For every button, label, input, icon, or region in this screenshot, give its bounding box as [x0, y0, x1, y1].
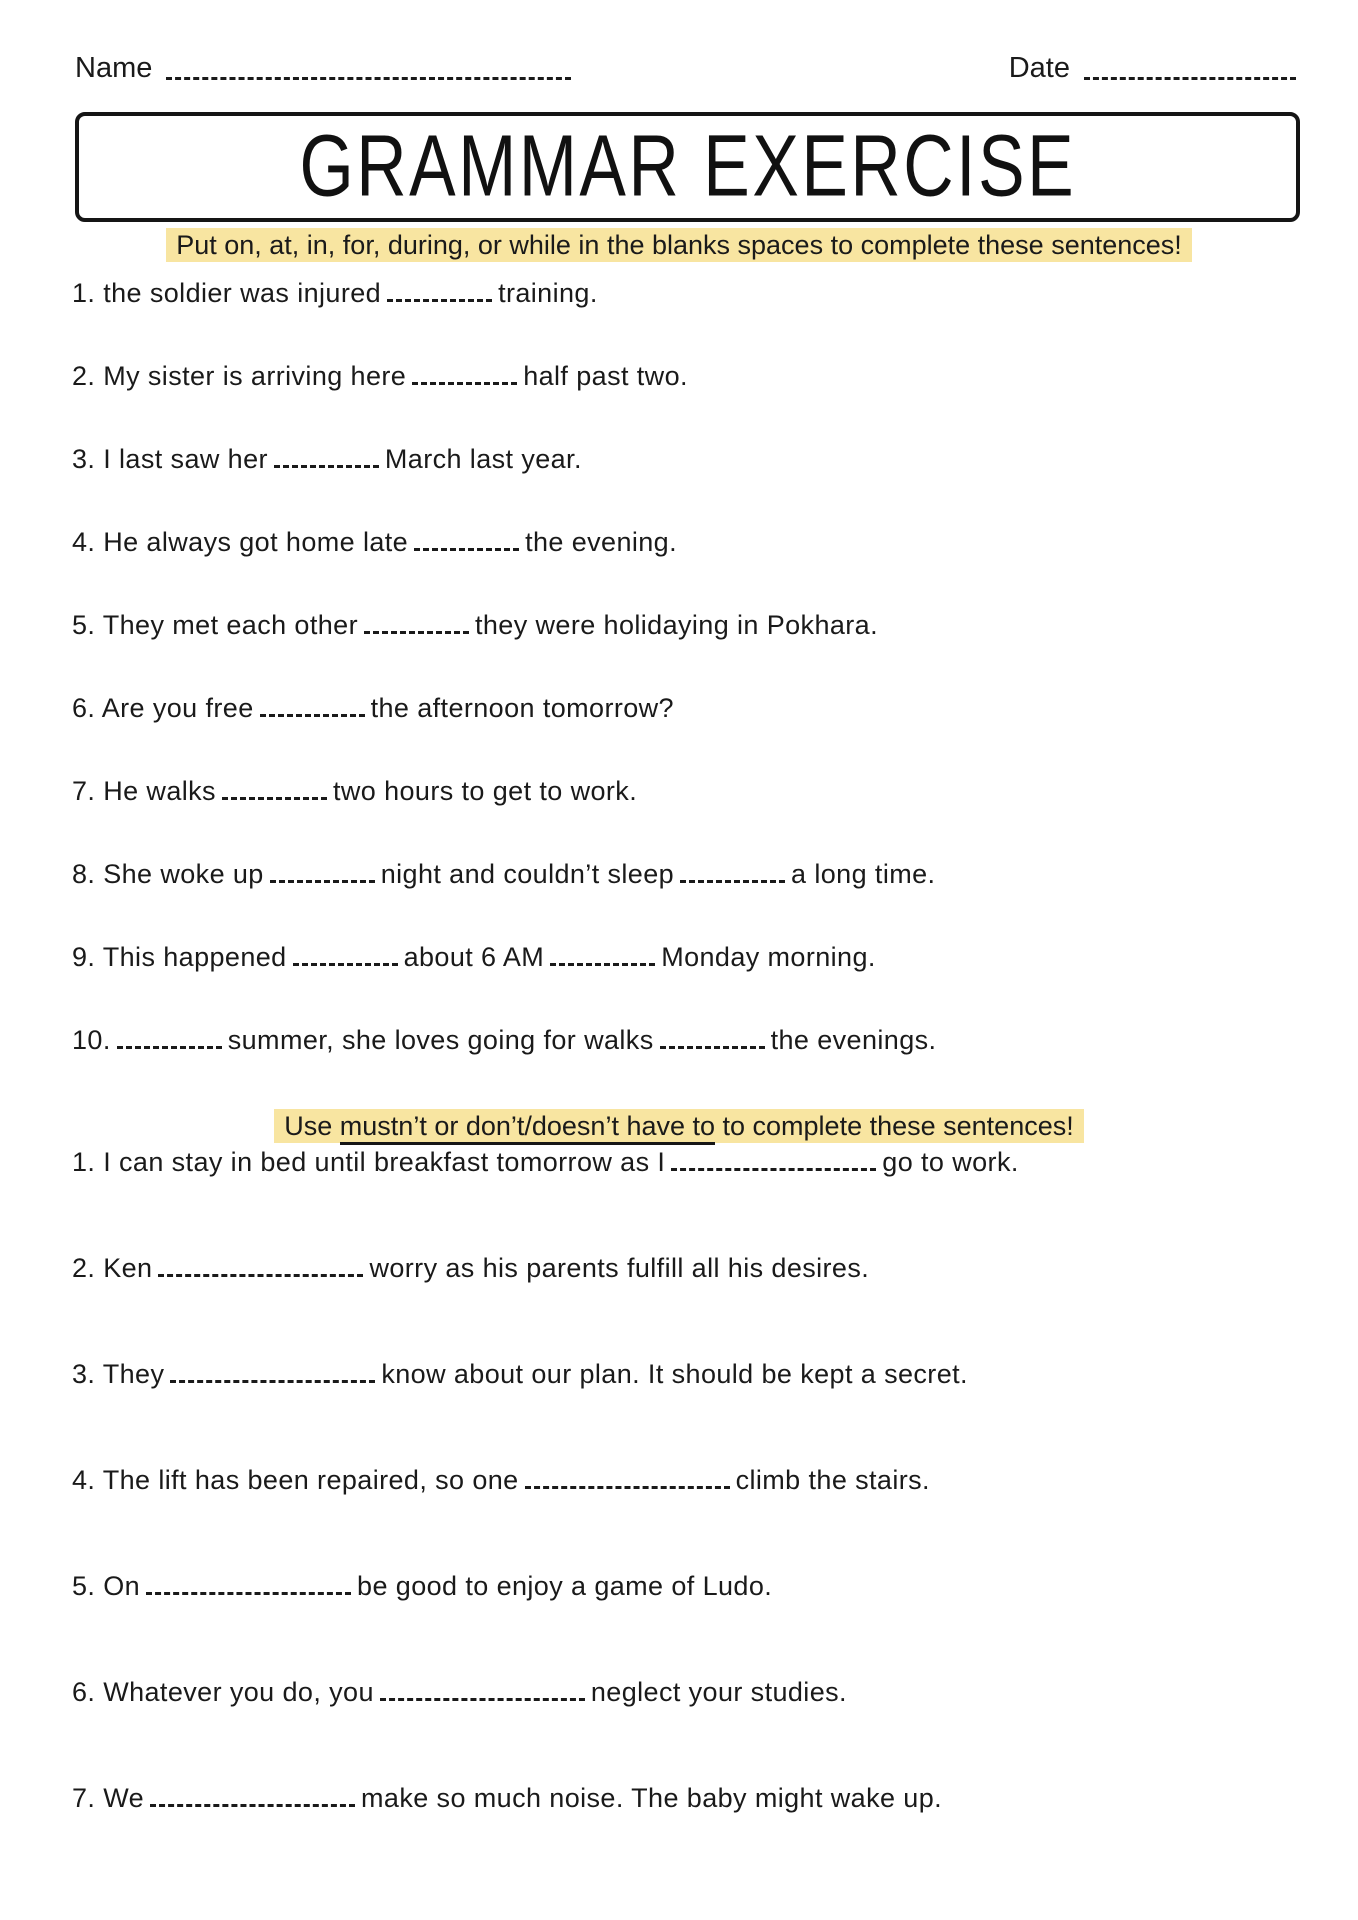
question-text: the evening. — [525, 527, 677, 557]
section1-instruction — [0, 229, 1358, 263]
answer-blank[interactable] — [680, 876, 785, 883]
section2-instruction-underlined: mustn’t or don’t/doesn’t have to — [340, 1111, 715, 1145]
question-text: 4. He always got home late — [72, 527, 409, 557]
question-text: 10. — [72, 1025, 111, 1055]
question-text: half past two. — [523, 361, 688, 391]
question-text: go to work. — [882, 1147, 1019, 1177]
section1-instruction-text: Put on, at, in, for, during, or while in the blanks spaces to complete these sentences! — [166, 228, 1192, 262]
answer-blank[interactable] — [222, 793, 327, 800]
question-row — [72, 693, 1328, 776]
section1-questions — [72, 278, 1328, 1108]
section2-instruction — [0, 1110, 1358, 1144]
question-text: 9. This happened — [72, 942, 287, 972]
date-blank[interactable] — [1084, 75, 1296, 80]
name-field-group — [75, 52, 571, 85]
question-text: make so much noise. The baby might wake up. — [361, 1783, 943, 1813]
answer-blank[interactable] — [293, 959, 398, 966]
question-text: 2. My sister is arriving here — [72, 361, 407, 391]
section2-instruction-text — [274, 1109, 1083, 1143]
question-text: climb the stairs. — [735, 1465, 930, 1495]
question-text: training. — [498, 278, 598, 308]
question-text: about 6 AM — [403, 942, 545, 972]
question-text: 4. The lift has been repaired, so one — [72, 1465, 519, 1495]
question-text: Monday morning. — [661, 942, 876, 972]
question-text: 7. We — [72, 1783, 145, 1813]
question-text: neglect your studies. — [590, 1677, 847, 1707]
question-row — [72, 776, 1328, 859]
question-text: March last year. — [384, 444, 582, 474]
section2-instruction-suffix: to complete these sentences! — [715, 1111, 1074, 1141]
question-row — [72, 361, 1328, 444]
question-row — [72, 859, 1328, 942]
date-label: Date — [1008, 52, 1070, 84]
answer-blank[interactable] — [150, 1800, 355, 1807]
question-row — [72, 1571, 1328, 1677]
question-text: 5. They met each other — [72, 610, 358, 640]
answer-blank[interactable] — [158, 1270, 363, 1277]
answer-blank[interactable] — [550, 959, 655, 966]
question-text: 6. Whatever you do, you — [72, 1677, 374, 1707]
question-text: summer, she loves going for walks — [227, 1025, 654, 1055]
answer-blank[interactable] — [525, 1482, 730, 1489]
name-blank[interactable] — [166, 75, 571, 80]
answer-blank[interactable] — [412, 378, 517, 385]
section2-questions — [72, 1147, 1328, 1889]
question-row — [72, 1465, 1328, 1571]
answer-blank[interactable] — [380, 1694, 585, 1701]
answer-blank[interactable] — [260, 710, 365, 717]
question-text: the evenings. — [770, 1025, 937, 1055]
question-row — [72, 610, 1328, 693]
question-text: 8. She woke up — [72, 859, 264, 889]
question-text: a long time. — [791, 859, 936, 889]
answer-blank[interactable] — [660, 1042, 765, 1049]
question-text: night and couldn’t sleep — [380, 859, 675, 889]
name-date-row — [75, 52, 1296, 85]
question-row — [72, 1359, 1328, 1465]
question-row — [72, 1253, 1328, 1359]
answer-blank[interactable] — [414, 544, 519, 551]
question-text: 6. Are you free — [72, 693, 254, 723]
question-row — [72, 278, 1328, 361]
question-text: they were holidaying in Pokhara. — [474, 610, 879, 640]
question-row — [72, 942, 1328, 1025]
name-label: Name — [75, 52, 153, 84]
question-row — [72, 1025, 1328, 1108]
answer-blank[interactable] — [270, 876, 375, 883]
title-box — [75, 112, 1300, 222]
question-text: 1. I can stay in bed until breakfast tomorrow as I — [72, 1147, 666, 1177]
answer-blank[interactable] — [274, 461, 379, 468]
question-text: 1. the soldier was injured — [72, 278, 382, 308]
section2-instruction-prefix: Use — [284, 1111, 340, 1141]
question-text: worry as his parents fulfill all his desires. — [369, 1253, 870, 1283]
question-text: two hours to get to work. — [332, 776, 638, 806]
question-text: 5. On — [72, 1571, 141, 1601]
question-row — [72, 1677, 1328, 1783]
question-text: know about our plan. It should be kept a secret. — [381, 1359, 968, 1389]
date-field-group — [1009, 52, 1296, 85]
question-text: 7. He walks — [72, 776, 216, 806]
question-text: 3. I last saw her — [72, 444, 268, 474]
question-row — [72, 527, 1328, 610]
answer-blank[interactable] — [387, 295, 492, 302]
answer-blank[interactable] — [146, 1588, 351, 1595]
answer-blank[interactable] — [117, 1042, 222, 1049]
answer-blank[interactable] — [364, 627, 469, 634]
question-text: be good to enjoy a game of Ludo. — [357, 1571, 773, 1601]
question-row — [72, 1783, 1328, 1889]
question-text: 3. They — [72, 1359, 165, 1389]
page-title: GRAMMAR EXERCISE — [299, 118, 1076, 215]
question-row — [72, 1147, 1328, 1253]
answer-blank[interactable] — [671, 1164, 876, 1171]
answer-blank[interactable] — [170, 1376, 375, 1383]
question-text: 2. Ken — [72, 1253, 153, 1283]
question-text: the afternoon tomorrow? — [370, 693, 674, 723]
question-row — [72, 444, 1328, 527]
